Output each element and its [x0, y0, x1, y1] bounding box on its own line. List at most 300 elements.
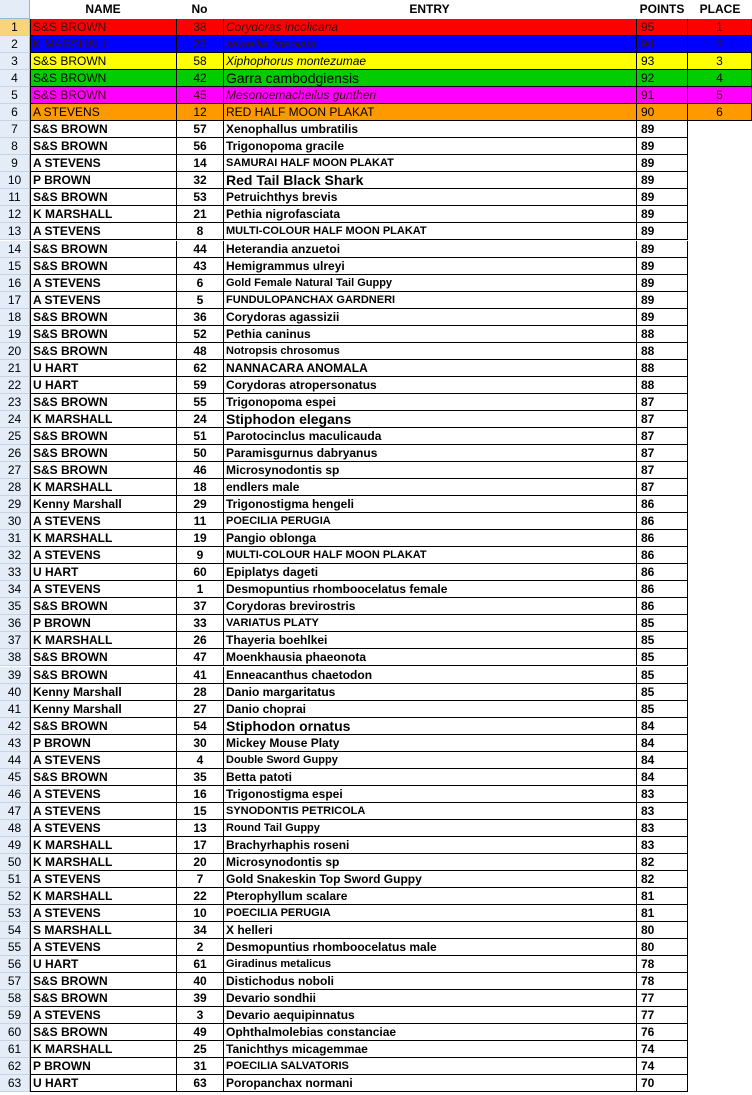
cell-points[interactable]: 83 — [636, 803, 688, 820]
cell-no[interactable]: 39 — [176, 990, 223, 1007]
cell-place[interactable] — [688, 326, 752, 343]
cell-no[interactable]: 33 — [176, 615, 223, 632]
cell-no[interactable]: 59 — [176, 377, 223, 394]
cell-no[interactable]: 63 — [176, 1075, 223, 1092]
cell-place[interactable] — [688, 956, 752, 973]
row-number[interactable]: 56 — [0, 956, 30, 973]
cell-entry[interactable]: Desmopuntius rhomboocelatus female — [223, 581, 636, 598]
cell-entry[interactable]: Poropanchax normani — [223, 1075, 636, 1092]
cell-name[interactable]: U HART — [30, 564, 176, 581]
cell-entry[interactable]: Giradinus metalicus — [223, 956, 636, 973]
cell-place[interactable] — [688, 684, 752, 701]
cell-place[interactable] — [688, 428, 752, 445]
cell-no[interactable]: 57 — [176, 121, 223, 138]
row-number[interactable]: 47 — [0, 803, 30, 820]
cell-place[interactable]: 4 — [688, 70, 752, 87]
cell-entry[interactable]: Double Sword Guppy — [223, 752, 636, 769]
cell-points[interactable]: 70 — [636, 1075, 688, 1092]
cell-points[interactable]: 88 — [636, 343, 688, 360]
cell-name[interactable]: U HART — [30, 1075, 176, 1092]
cell-name[interactable]: K MARSHALL — [30, 479, 176, 496]
cell-name[interactable]: A STEVENS — [30, 104, 176, 121]
cell-no[interactable]: 11 — [176, 513, 223, 530]
row-number[interactable]: 50 — [0, 854, 30, 871]
cell-no[interactable]: 48 — [176, 343, 223, 360]
cell-name[interactable]: A STEVENS — [30, 155, 176, 172]
row-number[interactable]: 6 — [0, 104, 30, 121]
cell-place[interactable] — [688, 309, 752, 326]
cell-name[interactable]: K MARSHALL — [30, 36, 176, 53]
cell-entry[interactable]: Gold Snakeskin Top Sword Guppy — [223, 871, 636, 888]
row-number[interactable]: 20 — [0, 343, 30, 360]
cell-place[interactable] — [688, 718, 752, 735]
cell-name[interactable]: K MARSHALL — [30, 530, 176, 547]
cell-entry[interactable]: RED HALF MOON PLAKAT — [223, 104, 636, 121]
cell-points[interactable]: 86 — [636, 496, 688, 513]
row-number[interactable]: 23 — [0, 394, 30, 411]
cell-name[interactable]: S&S BROWN — [30, 19, 176, 36]
cell-entry[interactable]: Ophthalmolebias constanciae — [223, 1024, 636, 1041]
cell-no[interactable]: 30 — [176, 735, 223, 752]
cell-points[interactable]: 80 — [636, 939, 688, 956]
cell-no[interactable]: 54 — [176, 718, 223, 735]
cell-entry[interactable]: NANNACARA ANOMALA — [223, 360, 636, 377]
cell-entry[interactable]: MULTI-COLOUR HALF MOON PLAKAT — [223, 547, 636, 564]
row-number[interactable]: 62 — [0, 1058, 30, 1075]
cell-name[interactable]: Kenny Marshall — [30, 684, 176, 701]
cell-no[interactable]: 35 — [176, 769, 223, 786]
cell-place[interactable] — [688, 394, 752, 411]
cell-no[interactable]: 27 — [176, 701, 223, 718]
cell-no[interactable]: 14 — [176, 155, 223, 172]
cell-place[interactable] — [688, 1007, 752, 1024]
cell-points[interactable]: 95 — [636, 19, 688, 36]
row-number[interactable]: 24 — [0, 411, 30, 428]
cell-place[interactable] — [688, 1041, 752, 1058]
cell-no[interactable]: 34 — [176, 922, 223, 939]
row-number[interactable]: 17 — [0, 292, 30, 309]
cell-entry[interactable]: endlers male — [223, 479, 636, 496]
cell-name[interactable]: U HART — [30, 377, 176, 394]
cell-points[interactable]: 88 — [636, 377, 688, 394]
cell-no[interactable]: 47 — [176, 649, 223, 666]
cell-no[interactable]: 15 — [176, 803, 223, 820]
cell-no[interactable]: 1 — [176, 581, 223, 598]
row-number[interactable]: 49 — [0, 837, 30, 854]
cell-place[interactable]: 2 — [688, 36, 752, 53]
row-number[interactable]: 32 — [0, 547, 30, 564]
cell-no[interactable]: 40 — [176, 973, 223, 990]
cell-points[interactable]: 87 — [636, 394, 688, 411]
cell-place[interactable] — [688, 411, 752, 428]
cell-place[interactable] — [688, 513, 752, 530]
row-number[interactable]: 10 — [0, 172, 30, 189]
cell-place[interactable] — [688, 803, 752, 820]
cell-no[interactable]: 28 — [176, 684, 223, 701]
cell-name[interactable]: S&S BROWN — [30, 445, 176, 462]
cell-entry[interactable]: Stiphodon elegans — [223, 411, 636, 428]
cell-name[interactable]: K MARSHALL — [30, 411, 176, 428]
cell-points[interactable]: 74 — [636, 1041, 688, 1058]
cell-entry[interactable]: Betta patoti — [223, 769, 636, 786]
cell-place[interactable] — [688, 990, 752, 1007]
row-number[interactable]: 42 — [0, 718, 30, 735]
cell-name[interactable]: A STEVENS — [30, 1007, 176, 1024]
row-number[interactable]: 31 — [0, 530, 30, 547]
cell-name[interactable]: S&S BROWN — [30, 258, 176, 275]
cell-points[interactable]: 86 — [636, 598, 688, 615]
cell-place[interactable] — [688, 496, 752, 513]
cell-points[interactable]: 76 — [636, 1024, 688, 1041]
row-number[interactable]: 36 — [0, 615, 30, 632]
cell-name[interactable]: S&S BROWN — [30, 241, 176, 258]
cell-points[interactable]: 86 — [636, 513, 688, 530]
cell-points[interactable]: 85 — [636, 649, 688, 666]
cell-name[interactable]: K MARSHALL — [30, 206, 176, 223]
cell-points[interactable]: 92 — [636, 70, 688, 87]
cell-name[interactable]: K MARSHALL — [30, 1041, 176, 1058]
row-number[interactable]: 61 — [0, 1041, 30, 1058]
cell-place[interactable] — [688, 155, 752, 172]
cell-no[interactable]: 16 — [176, 786, 223, 803]
cell-place[interactable] — [688, 649, 752, 666]
cell-name[interactable]: S&S BROWN — [30, 53, 176, 70]
cell-no[interactable]: 51 — [176, 428, 223, 445]
cell-no[interactable]: 24 — [176, 411, 223, 428]
cell-name[interactable]: A STEVENS — [30, 581, 176, 598]
row-number[interactable]: 29 — [0, 496, 30, 513]
cell-name[interactable]: S&S BROWN — [30, 326, 176, 343]
row-number[interactable]: 46 — [0, 786, 30, 803]
cell-no[interactable]: 25 — [176, 1041, 223, 1058]
cell-name[interactable]: A STEVENS — [30, 223, 176, 240]
cell-name[interactable]: A STEVENS — [30, 803, 176, 820]
cell-points[interactable]: 89 — [636, 309, 688, 326]
cell-points[interactable]: 83 — [636, 837, 688, 854]
cell-no[interactable]: 4 — [176, 752, 223, 769]
cell-name[interactable]: S&S BROWN — [30, 1024, 176, 1041]
cell-entry[interactable]: Heterandia anzuetoi — [223, 241, 636, 258]
cell-name[interactable]: S&S BROWN — [30, 973, 176, 990]
cell-no[interactable]: 13 — [176, 820, 223, 837]
cell-no[interactable]: 55 — [176, 394, 223, 411]
cell-points[interactable]: 86 — [636, 530, 688, 547]
row-number[interactable]: 22 — [0, 377, 30, 394]
cell-name[interactable]: S MARSHALL — [30, 922, 176, 939]
cell-name[interactable]: S&S BROWN — [30, 189, 176, 206]
cell-entry[interactable]: Mickey Mouse Platy — [223, 735, 636, 752]
cell-points[interactable]: 83 — [636, 786, 688, 803]
cell-place[interactable] — [688, 275, 752, 292]
cell-points[interactable]: 80 — [636, 922, 688, 939]
cell-entry[interactable]: Garra cambodgiensis — [223, 70, 636, 87]
cell-place[interactable] — [688, 888, 752, 905]
cell-no[interactable]: 38 — [176, 19, 223, 36]
cell-entry[interactable]: X helleri — [223, 922, 636, 939]
cell-points[interactable]: 77 — [636, 990, 688, 1007]
cell-points[interactable]: 91 — [636, 87, 688, 104]
row-number[interactable]: 43 — [0, 735, 30, 752]
row-number[interactable]: 59 — [0, 1007, 30, 1024]
cell-points[interactable]: 84 — [636, 752, 688, 769]
row-number[interactable]: 16 — [0, 275, 30, 292]
cell-name[interactable]: S&S BROWN — [30, 138, 176, 155]
cell-name[interactable]: Kenny Marshall — [30, 496, 176, 513]
cell-no[interactable]: 23 — [176, 36, 223, 53]
header-no[interactable]: No — [191, 2, 208, 16]
cell-entry[interactable]: Round Tail Guppy — [223, 820, 636, 837]
cell-points[interactable]: 89 — [636, 172, 688, 189]
cell-points[interactable]: 85 — [636, 615, 688, 632]
cell-entry[interactable]: Microsynodontis sp — [223, 462, 636, 479]
cell-place[interactable] — [688, 360, 752, 377]
cell-no[interactable]: 3 — [176, 1007, 223, 1024]
cell-no[interactable]: 60 — [176, 564, 223, 581]
row-number[interactable]: 3 — [0, 53, 30, 70]
cell-name[interactable]: A STEVENS — [30, 547, 176, 564]
cell-no[interactable]: 5 — [176, 292, 223, 309]
cell-name[interactable]: A STEVENS — [30, 871, 176, 888]
cell-entry[interactable]: POECILIA PERUGIA — [223, 905, 636, 922]
cell-name[interactable]: U HART — [30, 956, 176, 973]
cell-points[interactable]: 81 — [636, 888, 688, 905]
cell-name[interactable]: A STEVENS — [30, 275, 176, 292]
row-number[interactable]: 52 — [0, 888, 30, 905]
row-number[interactable]: 48 — [0, 820, 30, 837]
cell-entry[interactable]: Parotocinclus maculicauda — [223, 428, 636, 445]
cell-name[interactable]: A STEVENS — [30, 905, 176, 922]
cell-entry[interactable]: Xiphophorus montezumae — [223, 53, 636, 70]
cell-place[interactable] — [688, 445, 752, 462]
cell-no[interactable]: 45 — [176, 87, 223, 104]
cell-place[interactable] — [688, 973, 752, 990]
cell-points[interactable]: 84 — [636, 769, 688, 786]
row-number[interactable]: 26 — [0, 445, 30, 462]
row-number[interactable]: 44 — [0, 752, 30, 769]
cell-entry[interactable]: Trigonopoma gracile — [223, 138, 636, 155]
cell-place[interactable]: 6 — [688, 104, 752, 121]
cell-no[interactable]: 41 — [176, 667, 223, 684]
cell-name[interactable]: P BROWN — [30, 172, 176, 189]
cell-no[interactable]: 53 — [176, 189, 223, 206]
cell-points[interactable]: 89 — [636, 155, 688, 172]
cell-entry[interactable]: Danio choprai — [223, 701, 636, 718]
cell-name[interactable]: U HART — [30, 360, 176, 377]
cell-entry[interactable]: Desmopuntius rhomboocelatus male — [223, 939, 636, 956]
cell-points[interactable]: 74 — [636, 1058, 688, 1075]
cell-place[interactable] — [688, 258, 752, 275]
cell-place[interactable] — [688, 820, 752, 837]
cell-points[interactable]: 93 — [636, 53, 688, 70]
row-number[interactable]: 35 — [0, 598, 30, 615]
cell-name[interactable]: Kenny Marshall — [30, 701, 176, 718]
row-number[interactable]: 12 — [0, 206, 30, 223]
cell-no[interactable]: 26 — [176, 632, 223, 649]
cell-name[interactable]: P BROWN — [30, 615, 176, 632]
cell-place[interactable] — [688, 530, 752, 547]
cell-place[interactable] — [688, 377, 752, 394]
cell-points[interactable]: 86 — [636, 581, 688, 598]
cell-entry[interactable]: MULTI-COLOUR HALF MOON PLAKAT — [223, 223, 636, 240]
cell-entry[interactable]: Thayeria boehlkei — [223, 632, 636, 649]
cell-name[interactable]: K MARSHALL — [30, 854, 176, 871]
row-number[interactable]: 1 — [0, 19, 30, 36]
cell-entry[interactable]: FUNDULOPANCHAX GARDNERI — [223, 292, 636, 309]
cell-place[interactable] — [688, 786, 752, 803]
cell-entry[interactable]: Pethia caninus — [223, 326, 636, 343]
row-number[interactable]: 21 — [0, 360, 30, 377]
cell-no[interactable]: 43 — [176, 258, 223, 275]
cell-entry[interactable]: Mesonoemacheilus guntheri — [223, 87, 636, 104]
cell-entry[interactable]: Pangio oblonga — [223, 530, 636, 547]
cell-entry[interactable]: Hemigrammus ulreyi — [223, 258, 636, 275]
row-number[interactable]: 54 — [0, 922, 30, 939]
row-number[interactable]: 30 — [0, 513, 30, 530]
cell-place[interactable]: 1 — [688, 19, 752, 36]
cell-points[interactable]: 87 — [636, 462, 688, 479]
cell-place[interactable] — [688, 479, 752, 496]
cell-place[interactable] — [688, 701, 752, 718]
cell-place[interactable] — [688, 632, 752, 649]
cell-points[interactable]: 89 — [636, 206, 688, 223]
cell-no[interactable]: 7 — [176, 871, 223, 888]
cell-no[interactable]: 6 — [176, 275, 223, 292]
cell-name[interactable]: K MARSHALL — [30, 837, 176, 854]
cell-points[interactable]: 78 — [636, 956, 688, 973]
cell-entry[interactable]: Trigonostigma hengeli — [223, 496, 636, 513]
cell-points[interactable]: 84 — [636, 718, 688, 735]
cell-no[interactable]: 36 — [176, 309, 223, 326]
cell-entry[interactable]: Epiplatys dageti — [223, 564, 636, 581]
cell-name[interactable]: A STEVENS — [30, 820, 176, 837]
cell-points[interactable]: 85 — [636, 684, 688, 701]
row-number[interactable]: 55 — [0, 939, 30, 956]
cell-no[interactable]: 10 — [176, 905, 223, 922]
header-place[interactable]: PLACE — [699, 2, 741, 16]
row-number[interactable]: 63 — [0, 1075, 30, 1092]
cell-no[interactable]: 8 — [176, 223, 223, 240]
cell-name[interactable]: S&S BROWN — [30, 718, 176, 735]
select-all-corner[interactable] — [0, 0, 30, 19]
cell-place[interactable] — [688, 939, 752, 956]
cell-entry[interactable]: Enneacanthus chaetodon — [223, 667, 636, 684]
cell-points[interactable]: 82 — [636, 871, 688, 888]
row-number[interactable]: 9 — [0, 155, 30, 172]
cell-points[interactable]: 89 — [636, 138, 688, 155]
cell-place[interactable] — [688, 667, 752, 684]
cell-name[interactable]: A STEVENS — [30, 939, 176, 956]
cell-place[interactable] — [688, 189, 752, 206]
cell-no[interactable]: 18 — [176, 479, 223, 496]
cell-points[interactable]: 87 — [636, 479, 688, 496]
cell-place[interactable] — [688, 1075, 752, 1092]
cell-name[interactable]: S&S BROWN — [30, 667, 176, 684]
cell-name[interactable]: P BROWN — [30, 735, 176, 752]
cell-place[interactable] — [688, 223, 752, 240]
cell-place[interactable] — [688, 172, 752, 189]
cell-points[interactable]: 81 — [636, 905, 688, 922]
cell-place[interactable] — [688, 837, 752, 854]
cell-entry[interactable]: SYNODONTIS PETRICOLA — [223, 803, 636, 820]
cell-entry[interactable]: Corydoras atropersonatus — [223, 377, 636, 394]
cell-place[interactable] — [688, 1058, 752, 1075]
row-number[interactable]: 51 — [0, 871, 30, 888]
cell-no[interactable]: 17 — [176, 837, 223, 854]
cell-points[interactable]: 90 — [636, 104, 688, 121]
cell-name[interactable]: S&S BROWN — [30, 990, 176, 1007]
row-number[interactable]: 18 — [0, 309, 30, 326]
cell-name[interactable]: S&S BROWN — [30, 462, 176, 479]
cell-points[interactable]: 89 — [636, 241, 688, 258]
cell-place[interactable] — [688, 241, 752, 258]
row-number[interactable]: 34 — [0, 581, 30, 598]
cell-points[interactable]: 77 — [636, 1007, 688, 1024]
cell-name[interactable]: S&S BROWN — [30, 428, 176, 445]
cell-place[interactable] — [688, 871, 752, 888]
cell-no[interactable]: 20 — [176, 854, 223, 871]
cell-entry[interactable]: Distichodus noboli — [223, 973, 636, 990]
cell-place[interactable] — [688, 206, 752, 223]
cell-entry[interactable]: SAMURAI HALF MOON PLAKAT — [223, 155, 636, 172]
cell-points[interactable]: 83 — [636, 820, 688, 837]
cell-points[interactable]: 87 — [636, 428, 688, 445]
cell-entry[interactable]: VARIATUS PLATY — [223, 615, 636, 632]
cell-name[interactable]: S&S BROWN — [30, 649, 176, 666]
cell-place[interactable] — [688, 564, 752, 581]
cell-points[interactable]: 87 — [636, 445, 688, 462]
cell-points[interactable]: 89 — [636, 275, 688, 292]
cell-entry[interactable]: Pethia nigrofasciata — [223, 206, 636, 223]
cell-no[interactable]: 58 — [176, 53, 223, 70]
cell-place[interactable] — [688, 121, 752, 138]
cell-entry[interactable]: Microsynodontis sp — [223, 854, 636, 871]
cell-no[interactable]: 46 — [176, 462, 223, 479]
cell-no[interactable]: 9 — [176, 547, 223, 564]
cell-entry[interactable]: Trigonopoma espei — [223, 394, 636, 411]
cell-place[interactable]: 3 — [688, 53, 752, 70]
cell-points[interactable]: 94 — [636, 36, 688, 53]
cell-name[interactable]: A STEVENS — [30, 513, 176, 530]
row-number[interactable]: 40 — [0, 684, 30, 701]
cell-name[interactable]: K MARSHALL — [30, 632, 176, 649]
cell-entry[interactable]: Moenkhausia phaeonota — [223, 649, 636, 666]
cell-entry[interactable]: Petruichthys brevis — [223, 189, 636, 206]
cell-name[interactable]: A STEVENS — [30, 752, 176, 769]
cell-name[interactable]: K MARSHALL — [30, 888, 176, 905]
cell-name[interactable]: S&S BROWN — [30, 121, 176, 138]
header-name[interactable]: NAME — [85, 2, 121, 16]
cell-name[interactable]: S&S BROWN — [30, 769, 176, 786]
cell-place[interactable] — [688, 343, 752, 360]
cell-entry[interactable]: Stiphodon ornatus — [223, 718, 636, 735]
cell-entry[interactable]: Corydoras agassizii — [223, 309, 636, 326]
row-number[interactable]: 2 — [0, 36, 30, 53]
row-number[interactable]: 38 — [0, 649, 30, 666]
cell-points[interactable]: 86 — [636, 564, 688, 581]
row-number[interactable]: 7 — [0, 121, 30, 138]
row-number[interactable]: 28 — [0, 479, 30, 496]
cell-points[interactable]: 85 — [636, 667, 688, 684]
cell-points[interactable]: 89 — [636, 121, 688, 138]
row-number[interactable]: 57 — [0, 973, 30, 990]
cell-name[interactable]: P BROWN — [30, 1058, 176, 1075]
cell-no[interactable]: 31 — [176, 1058, 223, 1075]
cell-no[interactable]: 52 — [176, 326, 223, 343]
cell-points[interactable]: 89 — [636, 292, 688, 309]
cell-place[interactable] — [688, 769, 752, 786]
cell-no[interactable]: 62 — [176, 360, 223, 377]
row-number[interactable]: 37 — [0, 632, 30, 649]
